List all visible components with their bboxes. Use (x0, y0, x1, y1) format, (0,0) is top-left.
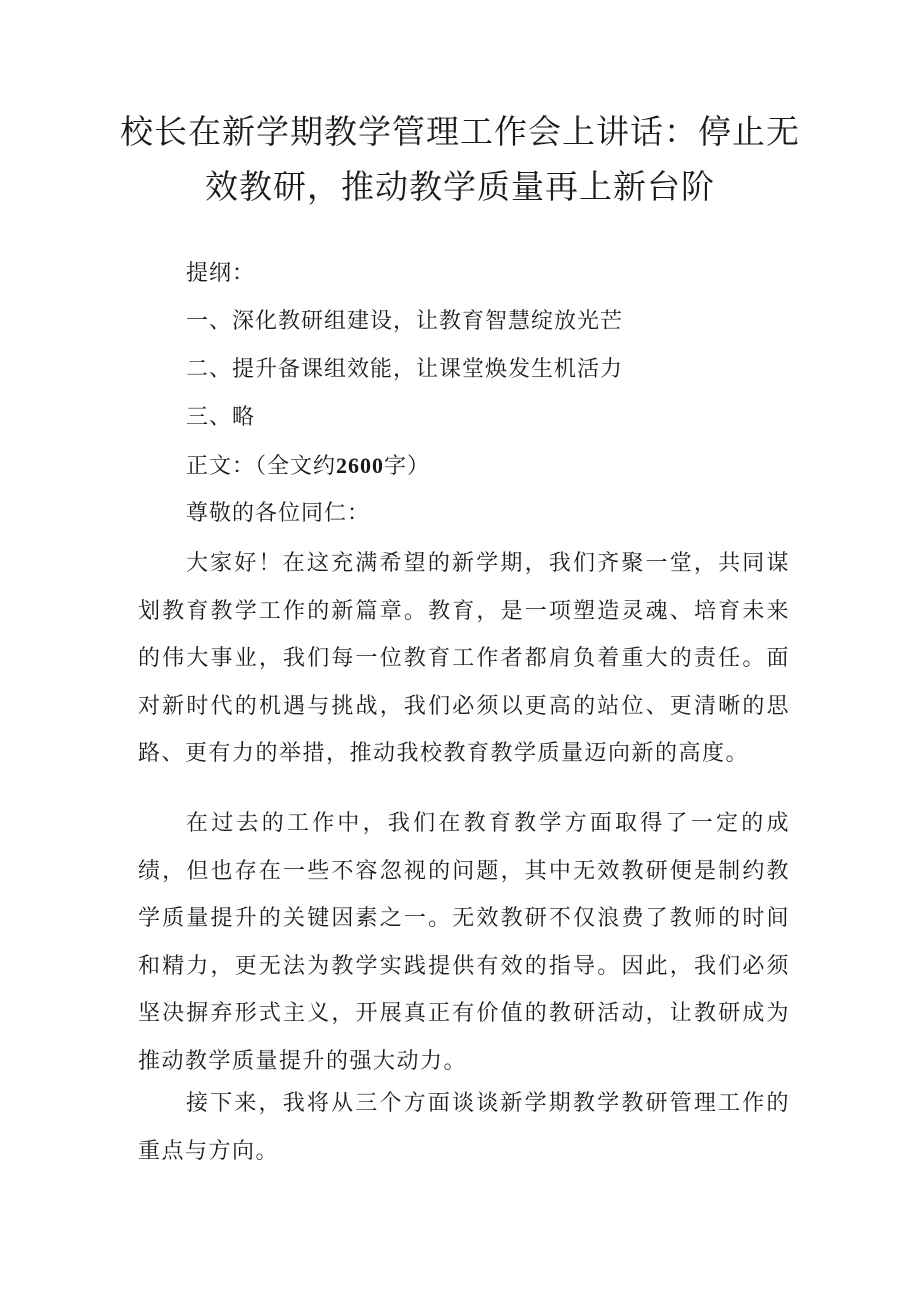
outline-item-3: 三、略 (186, 405, 256, 430)
salutation: 尊敬的各位同仁： (186, 501, 371, 526)
body-paragraph-1: 大家好！在这充满希望的新学期，我们齐聚一堂，共同谋划教育教学工作的新篇章。教育，是一项塑造灵魂、培育未来的伟大事业，我们每一位教育工作者都肩负着重大的责任。面对新时代的机遇与挑战，我们必须以更高的站位、更清晰的思路、更有力的举措，推动我校教育教学质量迈向新的高度。 (138, 551, 790, 767)
word-count: 2600 (336, 453, 385, 478)
body-paragraph-2: 在过去的工作中，我们在教育教学方面取得了一定的成绩，但也存在一些不容忽视的问题，其中无效教研便是制约教学质量提升的关键因素之一。无效教研不仅浪费了教师的时间和精力，更无法为教学实践提供有效的指导。因此，我们必须坚决摒弃形式主义，开展真正有价值的教研活动，让教研成为推动教学质量提升的强大动力。 (138, 811, 790, 1074)
outline-item-2: 二、提升备课组效能，让课堂焕发生机活力 (186, 357, 624, 382)
outline-heading: 提纲： (186, 261, 256, 286)
body-note-suffix: 字） (384, 454, 431, 479)
outline-item-1: 一、深化教研组建设，让教育智慧绽放光芒 (186, 309, 624, 334)
body-paragraph-3: 接下来，我将从三个方面谈谈新学期教学教研管理工作的重点与方向。 (138, 1091, 790, 1164)
body-note-prefix: 正文：（全文约 (186, 454, 337, 479)
body-length-note (186, 450, 430, 483)
document-title: 校长在新学期教学管理工作会上讲话：停止无效教研，推动教学质量再上新台阶 (120, 112, 800, 206)
